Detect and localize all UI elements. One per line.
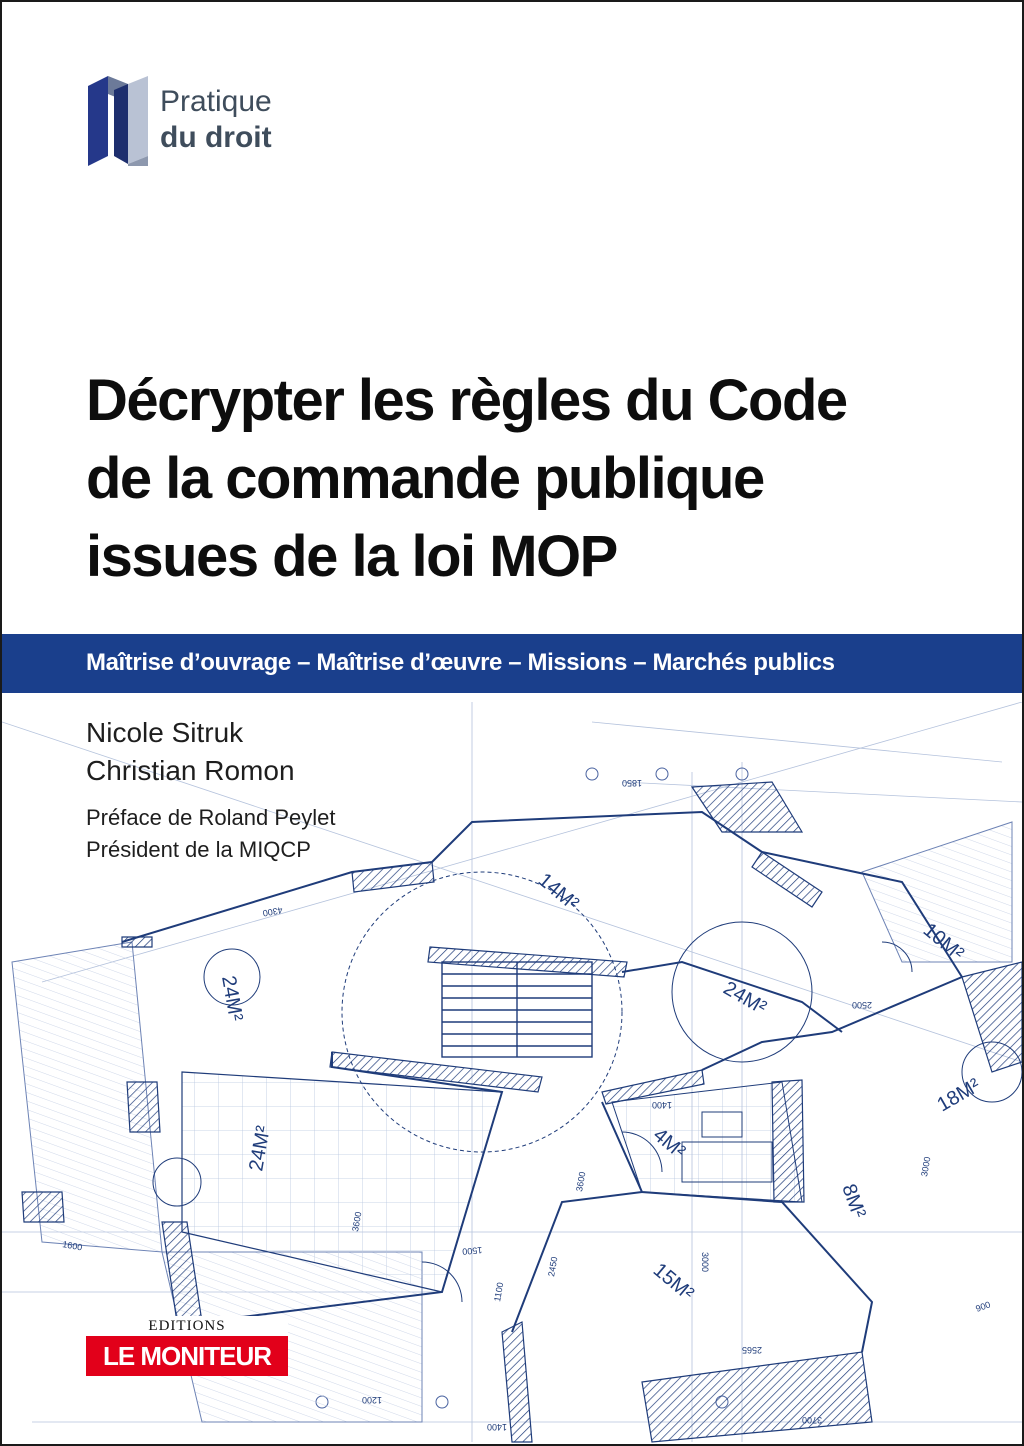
publisher-name: LE MONITEUR [86,1336,288,1376]
subtitle-band [2,634,1022,693]
dimension-label: 1400 [486,1422,507,1432]
book-title-line: Décrypter les règles du Code [86,368,847,433]
area-label: 8M² [837,1181,870,1222]
series-name-line1: Pratique [160,85,272,118]
authors-block [86,714,295,790]
dimension-label: 3000 [700,1252,710,1273]
area-label: 10M² [918,918,968,966]
publisher-imprint: EDITIONS [86,1316,288,1336]
dimension-label: 3700 [801,1415,822,1425]
area-label: 15M² [648,1258,698,1306]
author-name: Christian Romon [86,755,295,786]
dimension-label: 1200 [361,1395,382,1405]
preface-block [86,802,336,866]
series-name [160,84,272,156]
dimension-label: 900 [974,1299,992,1314]
dimension-label: 3600 [574,1170,588,1193]
author-name: Nicole Sitruk [86,717,244,748]
dimension-label: 2450 [546,1255,560,1278]
series-name-line2: du droit [160,121,272,154]
dimension-label: 2500 [851,1000,872,1010]
dimension-label: 2565 [741,1345,762,1355]
area-label: 18M² [933,1074,984,1117]
dimension-label: 1850 [621,778,642,788]
preface-author: Préface de Roland Peylet [86,805,336,830]
publisher-logo [86,1316,288,1376]
area-label: 24M² [245,1124,275,1173]
area-label: 14M² [533,868,583,916]
dimension-label: 1100 [492,1281,506,1303]
dimension-label: 1600 [61,1239,84,1253]
dimension-label: 1400 [651,1100,672,1110]
dimension-label: 3000 [919,1155,933,1178]
book-title-line: de la commande publique [86,446,764,511]
series-logo [84,72,314,172]
book-subtitle: Maîtrise d’ouvrage – Maîtrise d’œuvre – Missions – Marchés publics [86,649,835,676]
area-label: 4M² [648,1123,690,1163]
area-label: 24M² [719,977,770,1020]
series-logo-icon [84,72,150,166]
dimension-label: 4300 [261,905,284,919]
dimension-label: 3600 [350,1210,364,1233]
book-title-line: issues de la loi MOP [86,524,617,589]
book-title [86,362,986,596]
area-label: 24M² [217,974,247,1023]
dimension-label: 1500 [461,1245,483,1257]
preface-author-role: Président de la MIQCP [86,837,311,862]
